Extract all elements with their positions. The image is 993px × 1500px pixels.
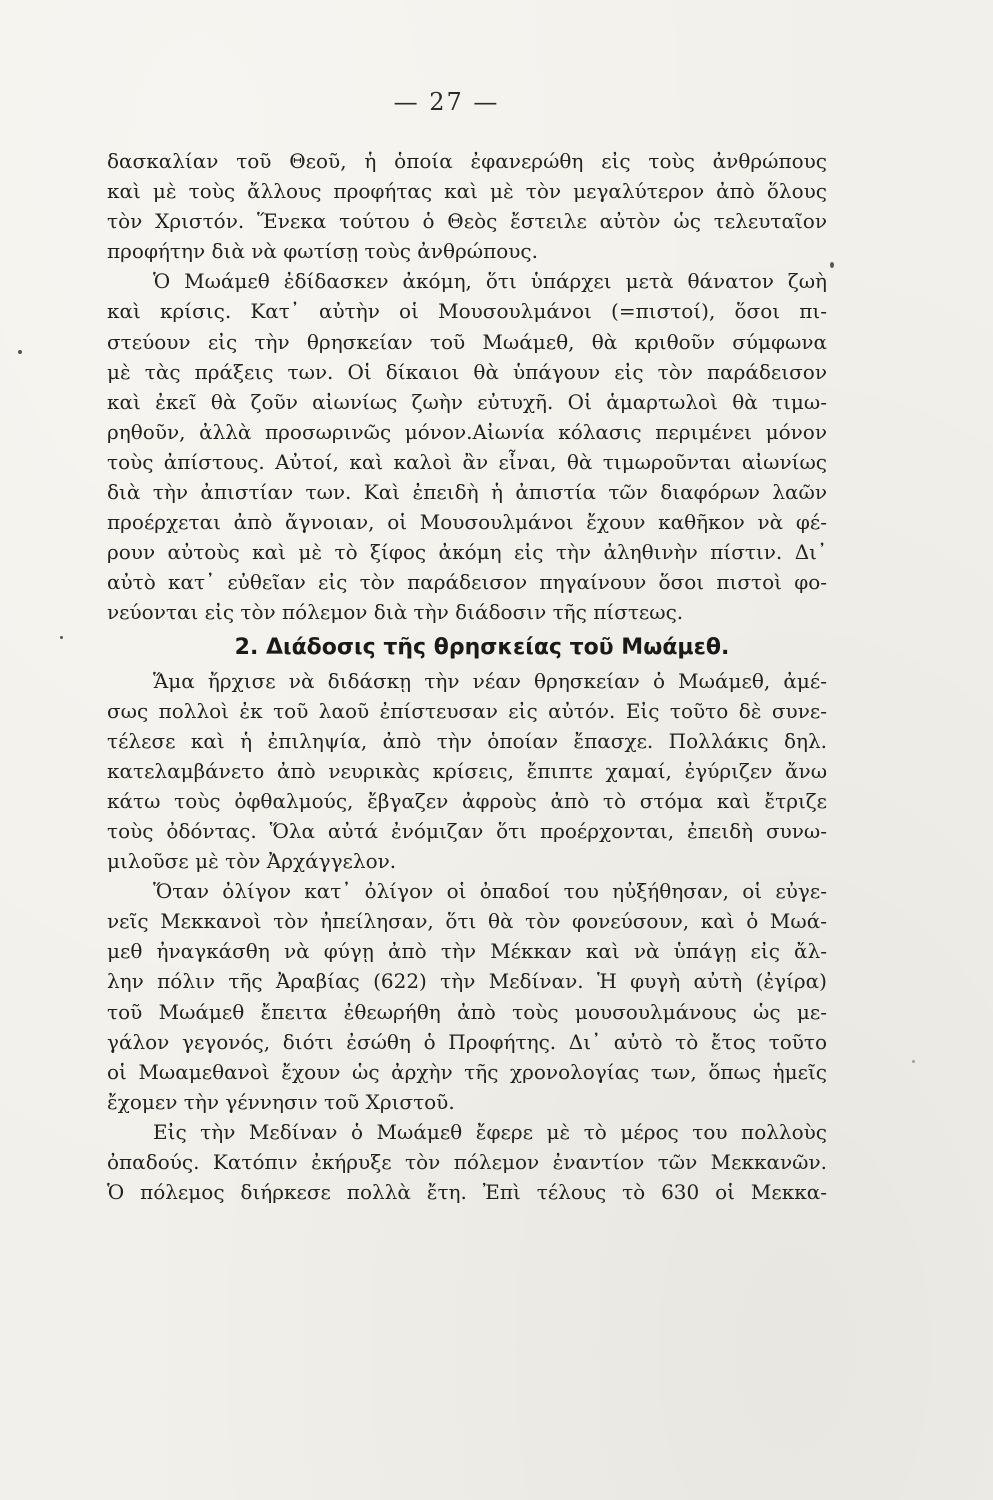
text-line: νεῖς Μεκκανοὶ τὸν ἠπείλησαν, ὅτι θὰ τὸν φονεύσουν, καὶ ὁ Μωά- <box>107 909 827 934</box>
scan-speck <box>60 636 63 639</box>
text-line: καὶ μὲ τοὺς ἄλλους προφήτας καὶ μὲ τὸν μεγαλύτερον ἀπὸ ὅλους <box>107 179 827 204</box>
text-line: καὶ κρίσις. Κατ᾽ αὐτὴν οἱ Μουσουλμάνοι (=πιστοί), ὅσοι πι- <box>107 299 827 324</box>
text-line: δασκαλίαν τοῦ Θεοῦ, ἡ ὁποία ἐφανερώθη εἰς τοὺς ἀνθρώπους <box>107 149 827 173</box>
paragraph-5 <box>107 1117 827 1207</box>
paragraph-2 <box>107 266 827 627</box>
text-line: τέλεσε καὶ ἡ ἐπιληψία, ἀπὸ τὴν ὁποίαν ἔπασχε. Πολλάκις δηλ. <box>107 728 827 753</box>
text-line: Ἅμα ἤρχισε νὰ διδάσκῃ τὴν νέαν θρησκείαν ὁ Μωάμεθ, ἀμέ- <box>153 668 827 693</box>
text-line: τοῦ Μωάμεθ ἔπειτα ἐθεωρήθη ἀπὸ τοὺς μουσουλμάνους ὡς με- <box>107 999 827 1024</box>
text-line: ρηθοῦν, ἀλλὰ προσωρινῶς μόνον.Αἰωνία κόλασις περιμένει μόνον <box>107 419 827 444</box>
text-line: Ὁ Μωάμεθ ἐδίδασκεν ἀκόμη, ὅτι ὑπάρχει μετὰ θάνατον ζωὴ <box>153 269 827 294</box>
text-line: σως πολλοὶ ἐκ τοῦ λαοῦ ἐπίστευσαν εἰς αὐτόν. Εἰς τοῦτο δὲ συνε- <box>107 698 827 723</box>
text-line: μιλοῦσε μὲ τὸν Ἀρχάγγελον. <box>107 849 397 874</box>
text-line: διὰ τὴν ἀπιστίαν των. Καὶ ἐπειδὴ ἡ ἀπιστία τῶν διαφόρων λαῶν <box>107 480 827 505</box>
text-line: τὸν Χριστόν. Ἕνεκα τούτου ὁ Θεὸς ἔστειλε αὐτὸν ὡς τελευταῖον <box>107 209 827 234</box>
text-line: Ὁ πόλεμος διήρκεσε πολλὰ ἔτη. Ἐπὶ τέλους τὸ 630 οἱ Μεκκα- <box>107 1180 827 1205</box>
text-line: ρουν αὐτοὺς καὶ μὲ τὸ ξίφος ἀκόμη εἰς τὴν ἀληθινὴν πίστιν. Δι᾽ <box>107 540 827 565</box>
page-number: — 27 — <box>393 88 500 116</box>
text-line: λην πόλιν τῆς Ἀραβίας (622) τὴν Μεδίναν. Ἡ φυγὴ αὐτὴ (ἐγίρα) <box>107 969 827 994</box>
scan-speck <box>18 350 22 354</box>
text-line: μὲ τὰς πράξεις των. Οἱ δίκαιοι θὰ ὑπάγουν εἰς τὸν παράδεισον <box>107 359 827 384</box>
text-line: τοὺς ὀδόντας. Ὅλα αὐτά ἐνόμιζαν ὅτι προέρχονται, ἐπειδὴ συνω- <box>107 818 827 843</box>
text-line: προφήτην διὰ νὰ φωτίσῃ τοὺς ἀνθρώπους. <box>107 239 538 264</box>
text-line: κατελαμβάνετο ἀπὸ νευρικὰς κρίσεις, ἔπιπτε χαμαί, ἐγύριζεν ἄνω <box>107 758 827 783</box>
text-line: ὀπαδούς. Κατόπιν ἐκήρυξε τὸν πόλεμον ἐναντίον τῶν Μεκκανῶν. <box>107 1150 827 1174</box>
text-line: οἱ Μωαμεθανοὶ ἔχουν ὡς ἀρχὴν τῆς χρονολογίας των, ὅπως ἡμεῖς <box>107 1059 827 1084</box>
text-line: ἔχομεν τὴν γέννησιν τοῦ Χριστοῦ. <box>107 1089 455 1114</box>
text-line: στεύουν εἰς τὴν θρησκείαν τοῦ Μωάμεθ, θὰ κριθοῦν σύμφωνα <box>107 329 827 354</box>
paragraph-3 <box>107 666 827 877</box>
text-line: κάτω τοὺς ὀφθαλμούς, ἔβγαζεν ἀφροὺς ἀπὸ τὸ στόμα καὶ ἔτριζε <box>107 788 827 813</box>
paragraph-4 <box>107 876 827 1117</box>
text-line: προέρχεται ἀπὸ ἄγνοιαν, οἱ Μουσουλμάνοι ἔχουν καθῆκον νὰ φέ- <box>107 510 827 535</box>
text-line: αὐτὸ κατ᾽ εὐθεῖαν εἰς τὸν παράδεισον πηγαίνουν ὅσοι πιστοὶ φο- <box>107 570 827 595</box>
text-line: γάλον γεγονός, διότι ἐσώθη ὁ Προφήτης. Δι᾽ αὐτὸ τὸ ἔτος τοῦτο <box>107 1029 827 1054</box>
body-text <box>107 146 827 1207</box>
scan-speck <box>912 1060 915 1063</box>
scan-speck <box>830 262 834 268</box>
text-line: Εἰς τὴν Μεδίναν ὁ Μωάμεθ ἔφερε μὲ τὸ μέρος του πολλοὺς <box>153 1119 827 1144</box>
text-line: νεύονται εἰς τὸν πόλεμον διὰ τὴν διάδοσιν τῆς πίστεως. <box>107 600 684 625</box>
section-heading: 2. Διάδοσις τῆς θρησκείας τοῦ Μωάμεθ. <box>234 634 730 660</box>
paragraph-1 <box>107 146 827 266</box>
text-line: Ὅταν ὀλίγον κατ᾽ ὀλίγον οἱ ὀπαδοί του ηὐξήθησαν, οἱ εὐγε- <box>153 879 827 904</box>
text-line: τοὺς ἀπίστους. Αὐτοί, καὶ καλοὶ ἂν εἶναι, θὰ τιμωροῦνται αἰωνίως <box>107 449 827 474</box>
text-line: μεθ ἠναγκάσθη νὰ φύγῃ ἀπὸ τὴν Μέκκαν καὶ νὰ ὑπάγῃ εἰς ἄλ- <box>107 939 827 964</box>
text-line: καὶ ἐκεῖ θὰ ζοῦν αἰωνίως ζωὴν εὐτυχῆ. Οἱ ἁμαρτωλοὶ θὰ τιμω- <box>107 389 827 414</box>
